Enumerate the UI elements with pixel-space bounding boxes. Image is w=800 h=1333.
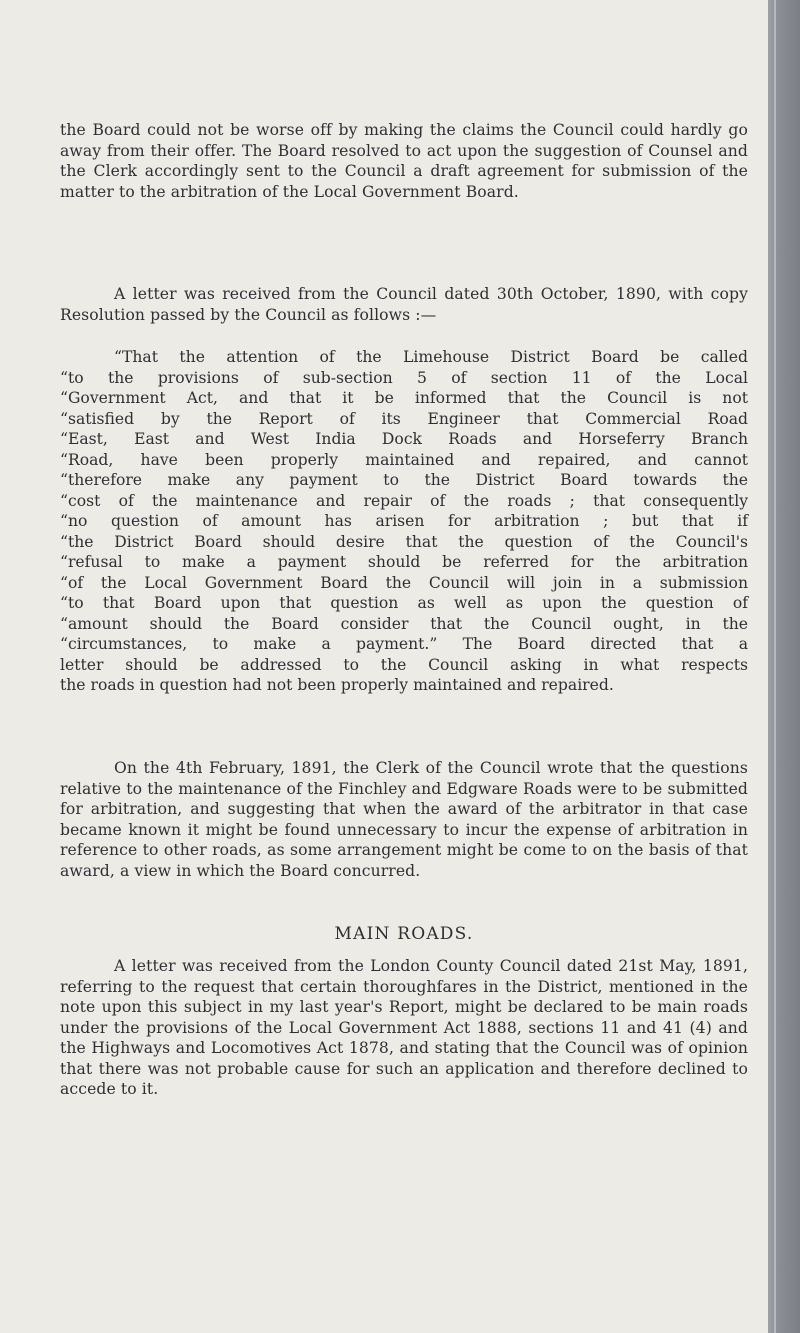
paragraph-text: A letter was received from the London County Council dated 21st May, 1891, referring to the request that certain thoroughfares in the District, mentioned in the note upon this subject in my last year's Report, might be declared to be main roads under the provisions of the Local Government Act 1888, sections 11 and 41 (4) and the Highways and Locomotives Act 1878, and stating that the Council was of opinion that there was not probable cause for such an application and therefore declined to accede to it. [60, 957, 748, 1098]
quote-line: “cost of the maintenance and repair of the roads ; that consequently [60, 491, 748, 510]
edge-divider [774, 0, 776, 1333]
paragraph-council-letter [60, 284, 748, 325]
quote-line: “therefore make any payment to the District Board towards the [60, 471, 748, 489]
page-binding-edge [768, 0, 800, 1333]
quote-line: “satisfied by the Report of its Engineer that Commercial Road [60, 409, 748, 428]
quote-line: “amount should the Board consider that the Council ought, in the [60, 614, 748, 633]
quote-line: “Road, have been properly maintained and repaired, and cannot [60, 450, 748, 469]
paragraph-finchley-arbitration [60, 758, 748, 881]
paragraph-main-roads [60, 956, 748, 1100]
quote-line: “refusal to make a payment should be referred for the arbitration [60, 553, 748, 571]
paragraph-text: the Board could not be worse off by making the claims the Council could hardly go away from their offer. The Board resolved to act upon the suggestion of Counsel and the Clerk accordingly sent to the Council a draft agreement for submission of the matter to the arbitration of the Local Government Board. [60, 121, 748, 201]
quote-line: “East, East and West India Dock Roads and Horseferry Branch [60, 430, 748, 448]
paragraph-board-offer [60, 120, 748, 202]
quote-line: “to that Board upon that question as well as upon the question of [60, 594, 748, 612]
section-heading: MAIN ROADS. [334, 924, 474, 944]
quote-line: “Government Act, and that it be informed that the Council is not [60, 389, 748, 407]
quote-line: “the District Board should desire that the question of the Council's [60, 532, 748, 551]
quote-line: “That the attention of the Limehouse District Board be called [114, 348, 748, 366]
resolution-quote [60, 347, 748, 696]
paragraph-text: A letter was received from the Council dated 30th October, 1890, with copy Resolution passed by the Council as follows :— [60, 285, 748, 324]
quote-line: letter should be addressed to the Council asking in what respects [60, 655, 748, 674]
quote-line: “no question of amount has arisen for arbitration ; but that if [60, 512, 748, 530]
quote-line: “to the provisions of sub-section 5 of section 11 of the Local [60, 368, 748, 387]
quote-line: “of the Local Government Board the Council will join in a submission [60, 573, 748, 592]
quote-line: the roads in question had not been properly maintained and repaired. [60, 676, 614, 694]
quote-line: “circumstances, to make a payment.” The Board directed that a [60, 635, 748, 653]
paragraph-text: On the 4th February, 1891, the Clerk of the Council wrote that the questions relative to the maintenance of the Finchley and Edgware Roads were to be submitted for arbitration, and suggesting that when the award of the arbitrator in that case became known it might be found unnecessary to incur the expense of arbitration in reference to other roads, as some arrangement might be come to on the basis of that award, a view in which the Board concurred. [60, 759, 748, 880]
